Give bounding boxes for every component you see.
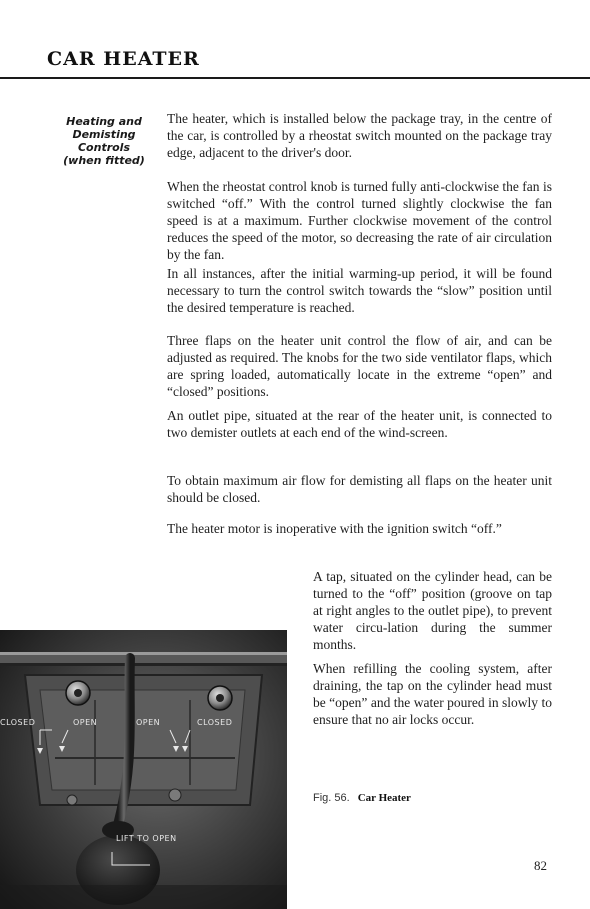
page-title: CAR HEATER (47, 48, 200, 70)
label-closed-right: CLOSED (197, 718, 233, 727)
side-heading-line: Demisting (72, 128, 136, 141)
side-heading (58, 115, 150, 167)
side-heading-line: (when fitted) (63, 154, 145, 167)
label-open-left: OPEN (73, 718, 98, 727)
paragraph-demisting: To obtain maximum air flow for demisting all flaps on the heater unit should be closed. (167, 473, 552, 505)
paragraph-rheostat-control: When the rheostat control knob is turned fully anti-clockwise the fan is switched “off.” With the control turned slightly clockwise the fan speed is at a maximum. Further clockwise movement of the control reduces the speed of the motor, so decreasing the rate of air circulation by the fan. (167, 179, 552, 262)
label-lift-to-open: LIFT TO OPEN (116, 834, 177, 843)
heater-photo (0, 630, 287, 909)
paragraph-slow-position: In all instances, after the initial warming-up period, it will be found necessary to turn the control switch towards the “slow” position until the desired temperature is reached. (167, 266, 552, 315)
paragraph-cylinder-tap: A tap, situated on the cylinder head, can be turned to the “off” position (groove on tap at right angles to the outlet pipe), to prevent water circu-lation during the summer months. (313, 569, 552, 652)
label-open-right: OPEN (136, 718, 161, 727)
side-heading-line: Controls (77, 141, 131, 154)
title-rule (0, 77, 590, 79)
label-closed-left: CLOSED (0, 718, 36, 727)
paragraph-refilling: When refilling the cooling system, after draining, the tap on the cylinder head must be “open” and the water poured in slowly to ensure that no air locks occur. (313, 661, 552, 727)
paragraph-flaps: Three flaps on the heater unit control the flow of air, and can be adjusted as required. The knobs for the two side ventilator flaps, which are spring loaded, automatically locate in the extreme “open” and “closed” positions. (167, 333, 552, 399)
figure-title: Car Heater (357, 792, 411, 804)
page-number: 82 (534, 858, 547, 873)
figure-caption (313, 792, 411, 804)
paragraph-motor-inoperative: The heater motor is inoperative with the ignition switch “off.” (167, 521, 502, 536)
heater-photo-illustration (0, 630, 287, 909)
figure-number: Fig. 56. (313, 792, 350, 804)
side-heading-line: Heating and (66, 115, 142, 128)
paragraph-heater-location: The heater, which is installed below the package tray, in the centre of the car, is controlled by a rheostat switch mounted on the package tray edge, adjacent to the driver's door. (167, 111, 552, 160)
paragraph-outlet-pipe: An outlet pipe, situated at the rear of the heater unit, is connected to two demister outlets at each end of the wind-screen. (167, 408, 552, 440)
